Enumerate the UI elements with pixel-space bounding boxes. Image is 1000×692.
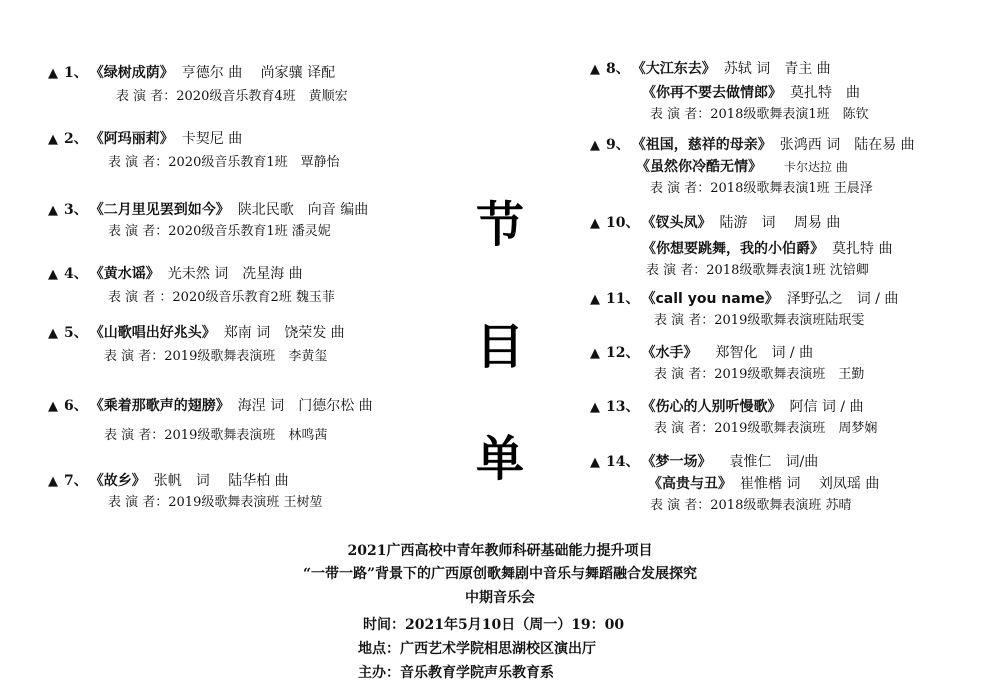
song-title: 《祖国，慈祥的母亲》: [631, 137, 772, 153]
song-credit: 光未然 词 冼星海 曲: [167, 266, 303, 282]
item-number: 6、: [64, 398, 88, 414]
program-heading-char-3: 单: [475, 431, 524, 487]
concert-title: 中期音乐会: [465, 590, 535, 606]
performer: 2020级音乐教育4班 黄顺宏: [176, 89, 348, 104]
triangle-bullet-icon: ▲: [590, 292, 600, 307]
item-number: 9、: [606, 137, 630, 153]
performer: 2019级歌舞表演班 王树堃: [168, 495, 323, 510]
song-credit: 卡尔达拉 曲: [784, 160, 848, 174]
triangle-bullet-icon: ▲: [590, 455, 600, 470]
performer: 2020级音乐教育1班 覃静怡: [168, 155, 340, 170]
song-credit: 泽野弘之 词 / 曲: [786, 291, 899, 307]
song-title: 《高贵与丑》: [648, 476, 732, 492]
performer: 2019级歌舞表演班 周梦娴: [714, 421, 878, 436]
event-place: [358, 638, 596, 658]
performer-label: 表 演 者：: [108, 155, 169, 170]
triangle-bullet-icon: ▲: [590, 62, 600, 77]
song-title: 《山歌唱出好兆头》: [89, 325, 216, 341]
program-item-1: [48, 64, 348, 106]
performer: 2020级音乐教育1班 潘灵妮: [168, 224, 331, 239]
program-item-10: [590, 214, 892, 280]
event-time: [363, 614, 624, 634]
item-number: 3、: [64, 202, 88, 218]
program-item-14: [590, 453, 879, 515]
song-credit: 阿信 词 / 曲: [789, 399, 864, 415]
item-number: 12、: [606, 345, 640, 361]
host-label: 主办：: [358, 665, 400, 681]
performer-label: 表 演 者：: [108, 224, 169, 239]
song-credit: 莫扎特 曲: [790, 85, 860, 101]
performer: 2019级歌舞表演班 王勤: [714, 367, 865, 382]
program-heading-char-2: 目: [475, 319, 524, 375]
triangle-bullet-icon: ▲: [590, 216, 600, 231]
item-number: 5、: [64, 325, 88, 341]
performer: 2018级歌舞表演班 苏晴: [710, 498, 852, 513]
triangle-bullet-icon: ▲: [48, 203, 58, 218]
item-number: 11、: [606, 291, 640, 307]
project-title: 2021广西高校中青年教师科研基础能力提升项目: [347, 543, 653, 559]
triangle-bullet-icon: ▲: [590, 400, 600, 415]
program-item-8: [590, 60, 869, 124]
performer: 2020级音乐教育2班 魏玉菲: [172, 290, 335, 305]
performer-label: 表 演 者：: [650, 498, 711, 513]
program-item-12: [590, 344, 864, 384]
song-title: 《你想要跳舞，我的小伯爵》: [642, 241, 824, 257]
place-value: 广西艺术学院相思湖校区演出厅: [400, 641, 596, 657]
program-heading-char-1: 节: [475, 197, 524, 253]
host-value: 音乐教育学院声乐教育系: [400, 665, 554, 681]
item-number: 14、: [606, 454, 640, 470]
song-credit: 郑智化 词 / 曲: [715, 345, 814, 361]
song-title: 《绿树成荫》: [89, 65, 174, 81]
song-credit: 张鸿西 词 陆在易 曲: [779, 137, 915, 153]
song-title: 《阿玛丽莉》: [89, 131, 174, 147]
item-number: 13、: [606, 399, 640, 415]
song-title: 《梦一场》: [641, 454, 712, 470]
program-item-7: [48, 472, 322, 512]
program-item-11: [590, 290, 898, 330]
performer-label: 表 演 者：: [654, 367, 715, 382]
song-credit: 崔惟楷 词 刘凤瑶 曲: [740, 476, 880, 492]
performer-label: 表 演 者：: [104, 428, 165, 443]
performer-label: 表 演 者：: [654, 313, 715, 328]
program-item-6: [48, 397, 373, 445]
song-title: 《水手》: [641, 345, 698, 361]
program-item-2: [48, 130, 340, 172]
performer: 2019级歌舞表演班 李黄玺: [164, 349, 328, 364]
performer: 2018级歌舞表演1班 王晨泽: [710, 181, 873, 196]
program-item-9: [590, 136, 915, 198]
program-item-13: [590, 398, 877, 438]
item-number: 4、: [64, 266, 88, 282]
performer: 2018级歌舞表演1班 陈钦: [710, 107, 869, 122]
triangle-bullet-icon: ▲: [590, 346, 600, 361]
time-value: 2021年5月10日（周一）19：00: [405, 617, 625, 633]
song-credit: 陆游 词 周易 曲: [719, 215, 841, 231]
song-title: 《黄水谣》: [89, 266, 160, 282]
song-credit: 莫扎特 曲: [832, 241, 893, 257]
triangle-bullet-icon: ▲: [48, 66, 58, 81]
program-item-4: [48, 265, 335, 307]
song-title: 《乘着那歌声的翅膀》: [89, 398, 230, 414]
song-credit: 袁惟仁 词/曲: [729, 454, 819, 470]
item-number: 7、: [64, 473, 88, 489]
program-item-5: [48, 324, 345, 366]
triangle-bullet-icon: ▲: [48, 474, 58, 489]
item-number: 10、: [606, 215, 640, 231]
performer-label: 表 演 者：: [654, 421, 715, 436]
performer-label: 表 演 者：: [650, 181, 711, 196]
song-credit: 郑南 词 饶荣发 曲: [223, 325, 345, 341]
event-host: [358, 662, 554, 682]
song-credit: 海涅 词 门德尔松 曲: [237, 398, 373, 414]
song-credit: 卡契尼 曲: [181, 131, 243, 147]
item-number: 2、: [64, 131, 88, 147]
performer-label: 表 演 者：: [116, 89, 177, 104]
item-number: 1、: [64, 65, 88, 81]
song-credit: 苏轼 词 青主 曲: [723, 61, 831, 77]
song-title: 《虽然你冷酷无情》: [636, 159, 762, 175]
song-credit: 亨德尔 曲 尚家骧 译配: [181, 65, 336, 81]
song-title: 《大江东去》: [631, 61, 716, 77]
song-title: 《你再不要去做情郎》: [642, 85, 782, 101]
song-credit: 张帆 词 陆华柏 曲: [153, 473, 289, 489]
performer: 2019级歌舞表演班 林鸣茜: [164, 428, 328, 443]
place-label: 地点：: [358, 641, 400, 657]
performer-label: 表 演 者：: [104, 349, 165, 364]
song-credit: 陕北民歌 向音 编曲: [237, 202, 369, 218]
research-title: “一带一路”背景下的广西原创歌舞剧中音乐与舞蹈融合发展探究: [302, 566, 698, 582]
song-title: 《故乡》: [89, 473, 146, 489]
triangle-bullet-icon: ▲: [590, 138, 600, 153]
song-title: 《call you name》: [641, 291, 779, 307]
performer-label: 表 演 者：: [646, 263, 707, 278]
triangle-bullet-icon: ▲: [48, 132, 58, 147]
program-item-3: [48, 201, 368, 241]
triangle-bullet-icon: ▲: [48, 399, 58, 414]
performer: 2019级歌舞表演班陆珉雯: [714, 313, 865, 328]
performer-label: 表 演 者：: [650, 107, 711, 122]
song-title: 《钗头凤》: [641, 215, 712, 231]
song-title: 《伤心的人别听慢歌》: [641, 399, 782, 415]
performer: 2018级歌舞表演1班 沈锫卿: [706, 263, 869, 278]
triangle-bullet-icon: ▲: [48, 267, 58, 282]
performer-label: 表 演 者：: [108, 495, 169, 510]
performer-label: 表 演 者 ：: [108, 290, 173, 305]
song-title: 《二月里见罢到如今》: [89, 202, 230, 218]
time-label: 时间：: [363, 617, 405, 633]
triangle-bullet-icon: ▲: [48, 326, 58, 341]
item-number: 8、: [606, 61, 630, 77]
